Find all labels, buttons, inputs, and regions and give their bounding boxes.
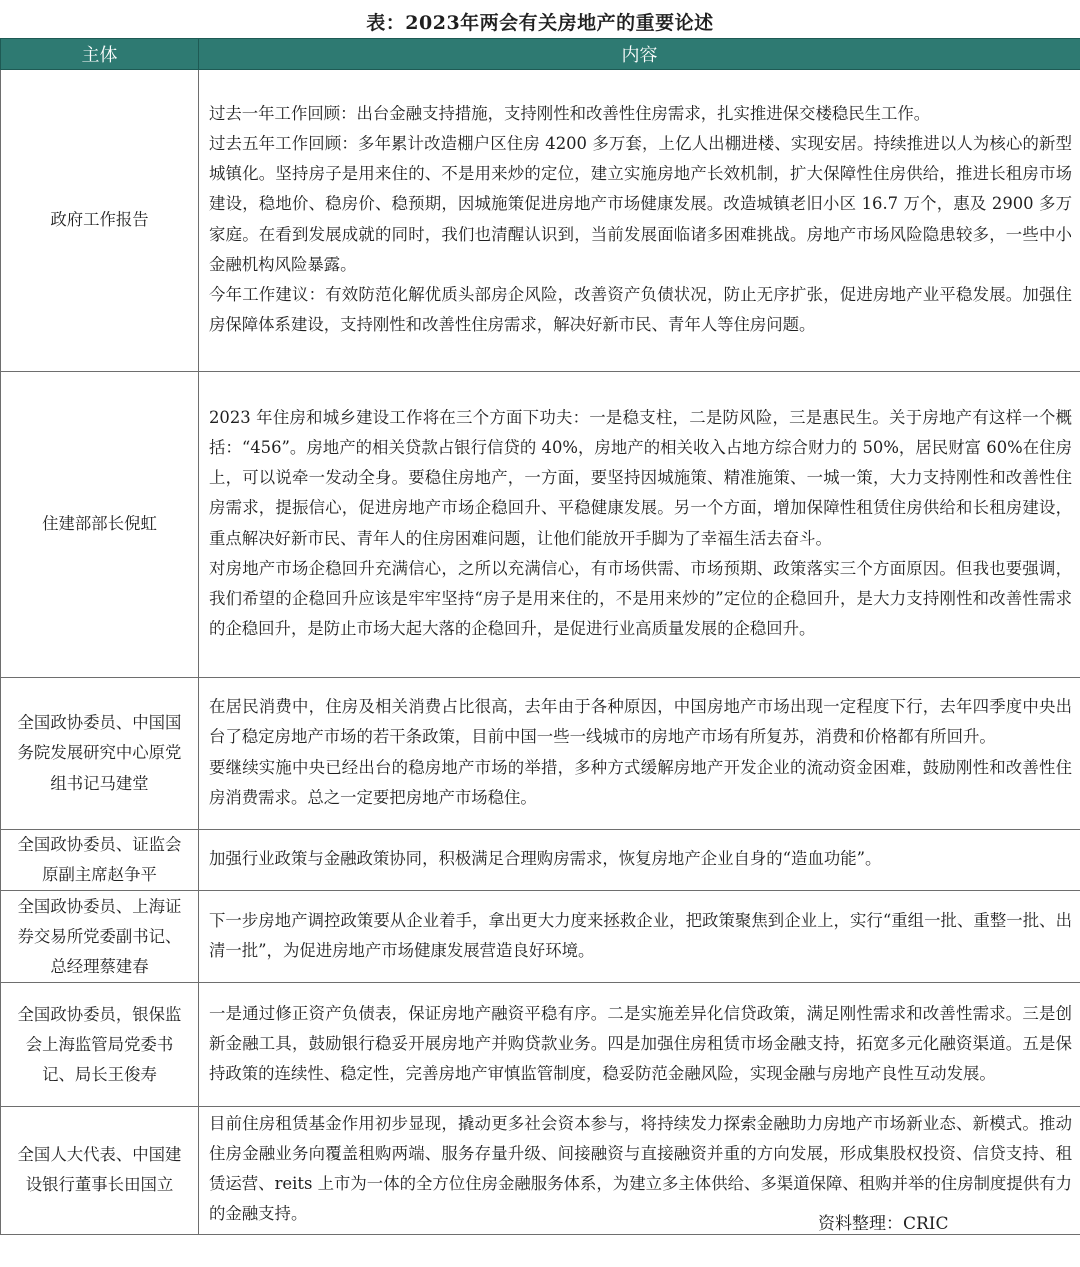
row-content [199, 891, 1080, 983]
content-paragraph: 加强行业政策与金融政策协同，积极满足合理购房需求，恢复房地产企业自身的“造血功能”。 [209, 849, 882, 869]
table-title: 表：2023年两会有关房地产的重要论述 [366, 12, 714, 34]
content-paragraph: 2023 年住房和城乡建设工作将在三个方面下功夫：一是稳支柱，二是防风险，三是惠民生。关于房地产有这样一个概括：“456”。房地产的相关贷款占银行信贷的 40%，房地产的相关收入占地方综合财力的 50%，居民财富 60%在住房上，可以说牵一发动全身。要稳住房地产，一方面，要坚持因城施策、精准施策、一城一策，大力支持刚性和改善性住房需求，提振信心，促进房地产市场企稳回升、平稳健康发展。另一个方面，增加保障性租赁住房供给和长租房建设，重点解决好新市民、青年人的住房困难问题，让他们能放开手脚为了幸福生活去奋斗。 [209, 408, 1072, 548]
source-note: 资料整理：CRIC [818, 1214, 949, 1234]
table-header-row [1, 39, 1080, 70]
table-row [1, 983, 1080, 1107]
content-paragraph: 目前住房租赁基金作用初步显现，撬动更多社会资本参与，将持续发力探索金融助力房地产市场新业态、新模式。推动住房金融业务向覆盖租购两端、服务存量升级、间接融资与直接融资并重的方向发展，形成集股权投资、信贷支持、租赁运营、reits 上市为一体的全方位住房金融服务体系，为建立多主体供给、多渠道保障、租购并举的住房制度提供有力的金融支持。 [209, 1114, 1072, 1224]
row-content [199, 70, 1080, 372]
header-subject: 主体 [1, 39, 199, 70]
content-paragraph: 下一步房地产调控政策要从企业着手，拿出更大力度来拯救企业，把政策聚焦到企业上，实行“重组一批、重整一批、出清一批”，为促进房地产市场健康发展营造良好环境。 [209, 910, 1072, 960]
content-paragraph: 要继续实施中央已经出台的稳房地产市场的举措，多种方式缓解房地产开发企业的流动资金困难，鼓励刚性和改善性住房消费需求。总之一定要把房地产市场稳住。 [209, 757, 1072, 807]
table-row [1, 678, 1080, 830]
row-content [199, 678, 1080, 830]
table-row [1, 891, 1080, 983]
row-content [199, 372, 1080, 678]
header-content: 内容 [199, 39, 1080, 70]
content-paragraph: 今年工作建议：有效防范化解优质头部房企风险，改善资产负债状况，防止无序扩张，促进房地产业平稳发展。加强住房保障体系建设，支持刚性和改善性住房需求，解决好新市民、青年人等住房问题。 [209, 284, 1072, 334]
table-row [1, 70, 1080, 372]
row-content [199, 830, 1080, 891]
row-subject: 全国政协委员，银保监会上海监管局党委书记、局长王俊寿 [1, 983, 199, 1107]
row-content [199, 983, 1080, 1107]
statements-table [0, 38, 1080, 1235]
content-paragraph: 一是通过修正资产负债表，保证房地产融资平稳有序。二是实施差异化信贷政策，满足刚性需求和改善性需求。三是创新金融工具，鼓励银行稳妥开展房地产并购贷款业务。四是加强住房租赁市场金融支持，拓宽多元化融资渠道。五是保持政策的连续性、稳定性，完善房地产审慎监管制度，稳妥防范金融风险，实现金融与房地产良性互动发展。 [209, 1003, 1072, 1083]
table-row [1, 830, 1080, 891]
row-subject: 全国人大代表、中国建设银行董事长田国立 [1, 1107, 199, 1234]
content-paragraph: 对房地产市场企稳回升充满信心，之所以充满信心，有市场供需、市场预期、政策落实三个方面原因。但我也要强调，我们希望的企稳回升应该是牢牢坚持“房子是用来住的，不是用来炒的”定位的企稳回升，是大力支持刚性和改善性需求的企稳回升，是防止市场大起大落的企稳回升，是促进行业高质量发展的企稳回升。 [209, 558, 1072, 638]
content-paragraph: 在居民消费中，住房及相关消费占比很高，去年由于各种原因，中国房地产市场出现一定程度下行，去年四季度中央出台了稳定房地产市场的若干条政策，目前中国一些一线城市的房地产市场有所复苏，消费和价格都有所回升。 [209, 697, 1072, 747]
row-subject: 政府工作报告 [1, 70, 199, 372]
table-row [1, 372, 1080, 678]
content-paragraph: 过去五年工作回顾：多年累计改造棚户区住房 4200 多万套，上亿人出棚进楼、实现安居。持续推进以人为核心的新型城镇化。坚持房子是用来住的、不是用来炒的定位，建立实施房地产长效机制，扩大保障性住房供给，推进长租房市场建设，稳地价、稳房价、稳预期，因城施策促进房地产市场健康发展。改造城镇老旧小区 16.7 万个，惠及 2900 多万家庭。在看到发展成就的同时，我们也清醒认识到，当前发展面临诸多困难挑战。房地产市场风险隐患较多，一些中小金融机构风险暴露。 [209, 134, 1072, 274]
content-paragraph: 过去一年工作回顾：出台金融支持措施，支持刚性和改善性住房需求，扎实推进保交楼稳民生工作。 [209, 104, 931, 124]
row-subject: 住建部部长倪虹 [1, 372, 199, 678]
row-subject: 全国政协委员、上海证券交易所党委副书记、总经理蔡建春 [1, 891, 199, 983]
row-subject: 全国政协委员、证监会原副主席赵争平 [1, 830, 199, 891]
row-subject: 全国政协委员、中国国务院发展研究中心原党组书记马建堂 [1, 678, 199, 830]
